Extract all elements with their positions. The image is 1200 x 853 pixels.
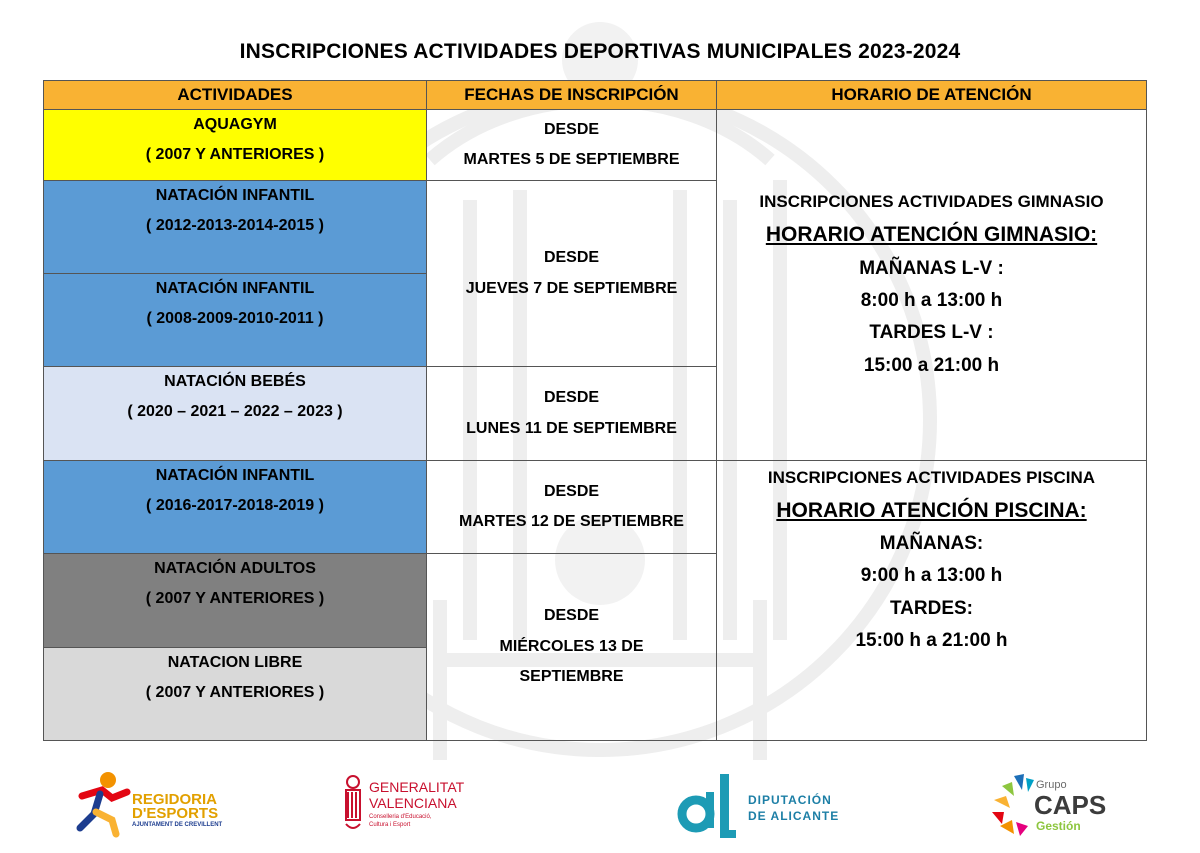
caps-line2: CAPS	[1034, 790, 1107, 820]
generalitat-line2: VALENCIANA	[369, 795, 457, 811]
table-header-row	[44, 81, 1147, 110]
regidoria-line2: D'ESPORTS	[132, 805, 219, 822]
activity-years: ( 2008-2009-2010-2011 )	[146, 310, 324, 328]
piscina-lead: INSCRIPCIONES ACTIVIDADES PISCINA	[767, 467, 1096, 487]
date-cell	[427, 461, 717, 554]
activity-name: NATACIÓN BEBÉS	[164, 373, 306, 390]
date-text-cont: SEPTIEMBRE	[519, 668, 624, 686]
gimnasio-lead: INSCRIPCIONES ACTIVIDADES GIMNASIO	[759, 192, 1104, 212]
gimnasio-morning-label: MAÑANAS L-V :	[859, 257, 1004, 279]
caps-line1: Grupo	[1036, 779, 1067, 791]
gimnasio-afternoon-hours: 15:00 a 21:00 h	[863, 354, 1000, 376]
runner-icon	[72, 768, 132, 838]
activity-name: NATACION LIBRE	[167, 654, 303, 671]
activity-years: ( 2016-2017-2018-2019 )	[146, 497, 324, 515]
logo-diputacion-alicante	[676, 768, 846, 843]
date-desde: DESDE	[543, 120, 600, 138]
logo-generalitat	[342, 768, 482, 843]
date-cell	[427, 110, 717, 181]
logo-caps	[990, 768, 1130, 843]
date-cell	[427, 367, 717, 461]
table-row	[44, 110, 1147, 181]
date-cell	[427, 181, 717, 367]
date-cell	[427, 554, 717, 741]
header-fechas: FECHAS DE INSCRIPCIÓN	[427, 81, 717, 110]
generalitat-crest-icon	[342, 772, 364, 838]
header-actividades: ACTIVIDADES	[44, 81, 427, 110]
gimnasio-afternoon-label: TARDES L-V :	[869, 322, 994, 344]
activity-aquagym	[44, 110, 427, 181]
activity-natacion-adultos	[44, 554, 427, 648]
diputacion-line2: DE ALICANTE	[748, 809, 840, 823]
generalitat-sub2: Cultura i Esport	[369, 822, 411, 828]
piscina-morning-label: MAÑANAS:	[879, 533, 984, 555]
activity-natacion-bebes	[44, 367, 427, 461]
date-desde: DESDE	[543, 607, 600, 625]
logo-regidoria-esports	[72, 768, 242, 843]
date-text: LUNES 11 DE SEPTIEMBRE	[466, 419, 677, 437]
gimnasio-schedule	[717, 110, 1147, 461]
gimnasio-heading: HORARIO ATENCIÓN GIMNASIO:	[765, 223, 1098, 246]
date-text: JUEVES 7 DE SEPTIEMBRE	[465, 279, 678, 297]
registration-table	[43, 80, 1147, 741]
footer-logos	[0, 768, 1200, 843]
date-text: MARTES 12 DE SEPTIEMBRE	[459, 513, 684, 530]
generalitat-sub1: Conselleria d'Educació,	[369, 814, 432, 820]
date-desde: DESDE	[543, 482, 600, 500]
date-text: MARTES 5 DE SEPTIEMBRE	[463, 151, 680, 168]
caps-line3: Gestión	[1036, 819, 1081, 833]
gimnasio-morning-hours: 8:00 h a 13:00 h	[860, 289, 1003, 311]
header-horario: HORARIO DE ATENCIÓN	[717, 81, 1147, 110]
activity-name: NATACIÓN INFANTIL	[155, 187, 315, 204]
piscina-heading: HORARIO ATENCIÓN PISCINA:	[776, 498, 1087, 522]
date-text: MIÉRCOLES 13 DE	[499, 637, 644, 655]
activity-name: NATACIÓN INFANTIL	[155, 467, 315, 484]
activity-years: ( 2020 – 2021 – 2022 – 2023 )	[127, 403, 343, 421]
activity-years: ( 2007 Y ANTERIORES )	[145, 146, 325, 164]
piscina-morning-hours: 9:00 h a 13:00 h	[860, 565, 1003, 587]
activity-years: ( 2007 Y ANTERIORES )	[145, 684, 325, 702]
activity-name: NATACIÓN ADULTOS	[154, 560, 316, 577]
diputacion-al-icon	[676, 770, 738, 840]
activity-natacion-infantil-2	[44, 274, 427, 367]
date-desde: DESDE	[543, 249, 600, 267]
piscina-afternoon-label: TARDES:	[889, 597, 974, 619]
activity-natacion-infantil-3	[44, 461, 427, 554]
activity-name: AQUAGYM	[193, 116, 277, 133]
table-row	[44, 461, 1147, 554]
activity-name: NATACIÓN INFANTIL	[155, 280, 315, 297]
activity-years: ( 2012-2013-2014-2015 )	[146, 217, 324, 235]
regidoria-sub: AJUNTAMENT DE CREVILLENT	[132, 822, 223, 828]
piscina-schedule	[717, 461, 1147, 741]
regidoria-line1: REGIDORIA	[132, 791, 218, 808]
activity-years: ( 2007 Y ANTERIORES )	[145, 590, 325, 608]
diputacion-line1: DIPUTACIÓN	[748, 793, 832, 807]
caps-mosaic-icon	[990, 772, 1038, 838]
activity-natacion-infantil-1	[44, 181, 427, 274]
piscina-afternoon-hours: 15:00 h a 21:00 h	[855, 630, 1008, 652]
date-desde: DESDE	[543, 389, 600, 407]
page-title: INSCRIPCIONES ACTIVIDADES DEPORTIVAS MUNICIPALES 2023-2024	[239, 40, 961, 63]
generalitat-line1: GENERALITAT	[369, 779, 465, 795]
activity-natacion-libre	[44, 648, 427, 741]
